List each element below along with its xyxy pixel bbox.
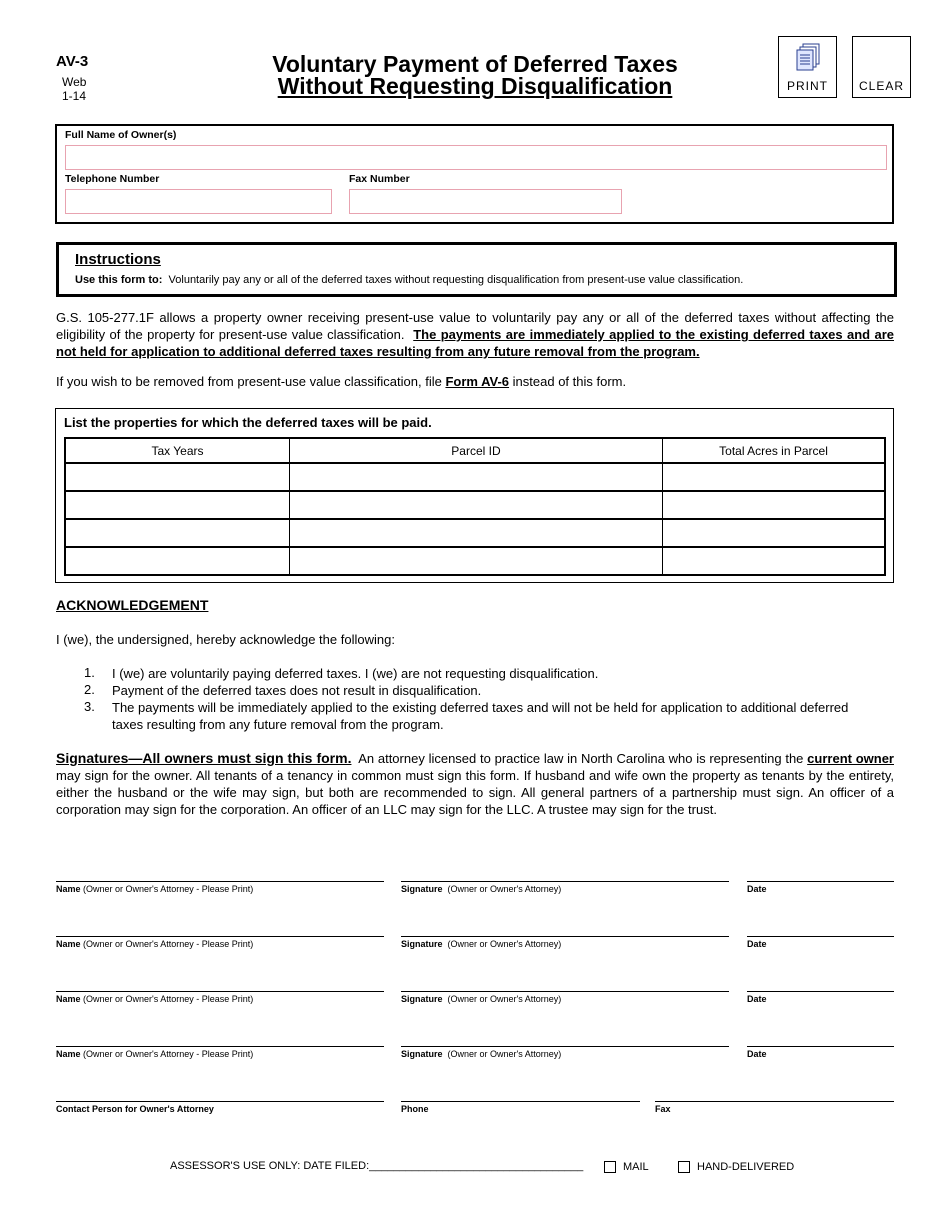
acknowledgement-intro: I (we), the undersigned, hereby acknowledge the following: — [56, 632, 395, 647]
parcel-id-cell[interactable] — [289, 519, 662, 547]
form-web-label: Web — [62, 75, 87, 89]
table-row — [65, 547, 885, 575]
tax-years-cell[interactable] — [65, 463, 289, 491]
form-av6-link[interactable]: Form AV-6 — [445, 374, 510, 389]
clear-button[interactable] — [852, 36, 911, 98]
date-line[interactable] — [747, 936, 894, 937]
statute-bold-text: The payments are immediately applied to the existing deferred taxes and are not held for application to additional deferred taxes resulting from any future removal from the program. — [56, 327, 894, 359]
tax-years-cell[interactable] — [65, 491, 289, 519]
column-header-total-acres: Total Acres in Parcel — [663, 438, 886, 463]
removal-text-before: If you wish to be removed from present-use value classification, file — [56, 374, 442, 389]
page-title: Voluntary Payment of Deferred Taxes — [272, 51, 678, 77]
column-header-tax-years: Tax Years — [65, 438, 289, 463]
parcel-id-cell[interactable] — [289, 463, 662, 491]
form-code: AV-3 — [56, 53, 89, 70]
fax-input[interactable] — [349, 189, 622, 214]
total-acres-cell[interactable] — [663, 547, 886, 575]
owner-info-section — [55, 124, 894, 224]
ack-item-text: I (we) are voluntarily paying deferred taxes. I (we) are not requesting disqualification. — [112, 666, 599, 681]
name-label: Name (Owner or Owner's Attorney - Please Print) — [56, 1049, 254, 1059]
signature-label: Signature (Owner or Owner's Attorney) — [401, 994, 562, 1004]
statute-paragraph — [56, 309, 894, 360]
table-row — [65, 463, 885, 491]
removal-text-after: instead of this form. — [512, 374, 627, 389]
fax-line[interactable] — [655, 1101, 894, 1102]
use-form-text: Voluntarily pay any or all of the deferred taxes without requesting disqualification from present-use value classification. — [168, 274, 744, 286]
telephone-input[interactable] — [65, 189, 332, 214]
print-button[interactable] — [778, 36, 837, 98]
ack-item-number: 1. — [84, 665, 95, 680]
signature-line[interactable] — [401, 936, 729, 937]
mail-checkbox[interactable] — [604, 1161, 616, 1173]
page-subtitle: Without Requesting Disqualification — [277, 73, 673, 99]
signatures-title: Signatures—All owners must sign this form. — [56, 750, 352, 766]
phone-line[interactable] — [401, 1101, 640, 1102]
instructions-text — [75, 274, 743, 286]
table-row — [65, 519, 885, 547]
print-button-label: PRINT — [787, 79, 828, 93]
fax-label: Fax Number — [349, 173, 410, 185]
name-label: Name (Owner or Owner's Attorney - Please Print) — [56, 939, 254, 949]
contact-person-label: Contact Person for Owner's Attorney — [56, 1104, 214, 1114]
properties-table — [64, 437, 886, 576]
ack-item-text: Payment of the deferred taxes does not result in disqualification. — [112, 683, 482, 698]
tax-years-cell[interactable] — [65, 547, 289, 575]
date-line[interactable] — [747, 881, 894, 882]
current-owner-text: current owner — [807, 751, 894, 766]
instructions-title: Instructions — [75, 251, 161, 268]
properties-section — [55, 408, 894, 583]
name-line[interactable] — [56, 936, 384, 937]
signature-line[interactable] — [401, 881, 729, 882]
full-name-label: Full Name of Owner(s) — [65, 129, 177, 141]
form-revision-date: 1-14 — [62, 89, 87, 103]
name-line[interactable] — [56, 881, 384, 882]
tax-years-cell[interactable] — [65, 519, 289, 547]
removal-paragraph — [56, 373, 894, 390]
mail-label: MAIL — [623, 1161, 649, 1173]
total-acres-cell[interactable] — [663, 519, 886, 547]
properties-title: List the properties for which the deferred taxes will be paid. — [64, 415, 432, 430]
signature-line[interactable] — [401, 991, 729, 992]
telephone-label: Telephone Number — [65, 173, 160, 185]
date-label: Date — [747, 994, 767, 1004]
table-row — [65, 491, 885, 519]
print-document-icon — [795, 43, 821, 73]
name-line[interactable] — [56, 991, 384, 992]
total-acres-cell[interactable] — [663, 463, 886, 491]
name-line[interactable] — [56, 1046, 384, 1047]
ack-item-text: The payments will be immediately applied to the existing deferred taxes and will not be held for application to additional deferred taxes resulting from any future removal from the program. — [112, 700, 849, 732]
signatures-text-a: An attorney licensed to practice law in North Carolina who is representing the — [358, 751, 804, 766]
signatures-text-b: may sign for the owner. All tenants of a tenancy in common must sign this form. If husband and wife own the property as tenants by the entirety, either the husband or the wife may sign, but both are recommended to sign. All general partners of a partnership must sign. An officer of a corporation may sign for the corporation. An officer of an LLC may sign for the LLC. A trustee may sign for the trust. — [56, 768, 894, 817]
hand-delivered-label: HAND-DELIVERED — [697, 1161, 795, 1173]
total-acres-cell[interactable] — [663, 491, 886, 519]
signature-line[interactable] — [401, 1046, 729, 1047]
parcel-id-cell[interactable] — [289, 547, 662, 575]
table-header-row — [65, 438, 885, 463]
date-line[interactable] — [747, 1046, 894, 1047]
signature-label: Signature (Owner or Owner's Attorney) — [401, 939, 562, 949]
column-header-parcel-id: Parcel ID — [289, 438, 662, 463]
clear-button-label: CLEAR — [858, 79, 904, 93]
parcel-id-cell[interactable] — [289, 491, 662, 519]
date-label: Date — [747, 884, 767, 894]
contact-person-line[interactable] — [56, 1101, 384, 1102]
instructions-section — [56, 242, 897, 297]
date-label: Date — [747, 939, 767, 949]
statute-text: G.S. 105-277.1F allows a property owner receiving present-use value to voluntarily pay any or all of the deferred taxes without affecting the eligibility of the property for present-use value classification. — [56, 310, 894, 342]
assessor-use-only: ASSESSOR'S USE ONLY: DATE FILED:___________________________________ — [170, 1160, 584, 1172]
ack-item-number: 2. — [84, 682, 95, 697]
name-label: Name (Owner or Owner's Attorney - Please Print) — [56, 884, 254, 894]
signature-label: Signature (Owner or Owner's Attorney) — [401, 1049, 562, 1059]
hand-delivered-checkbox[interactable] — [678, 1161, 690, 1173]
acknowledgement-title: ACKNOWLEDGEMENT — [56, 597, 209, 613]
name-label: Name (Owner or Owner's Attorney - Please Print) — [56, 994, 254, 1004]
full-name-input[interactable] — [65, 145, 887, 170]
ack-item-number: 3. — [84, 699, 95, 714]
use-form-label: Use this form to: — [75, 274, 163, 286]
fax-label-sig: Fax — [655, 1104, 671, 1114]
signature-label: Signature (Owner or Owner's Attorney) — [401, 884, 562, 894]
signatures-paragraph — [56, 750, 894, 818]
date-label: Date — [747, 1049, 767, 1059]
date-line[interactable] — [747, 991, 894, 992]
phone-label: Phone — [401, 1104, 429, 1114]
